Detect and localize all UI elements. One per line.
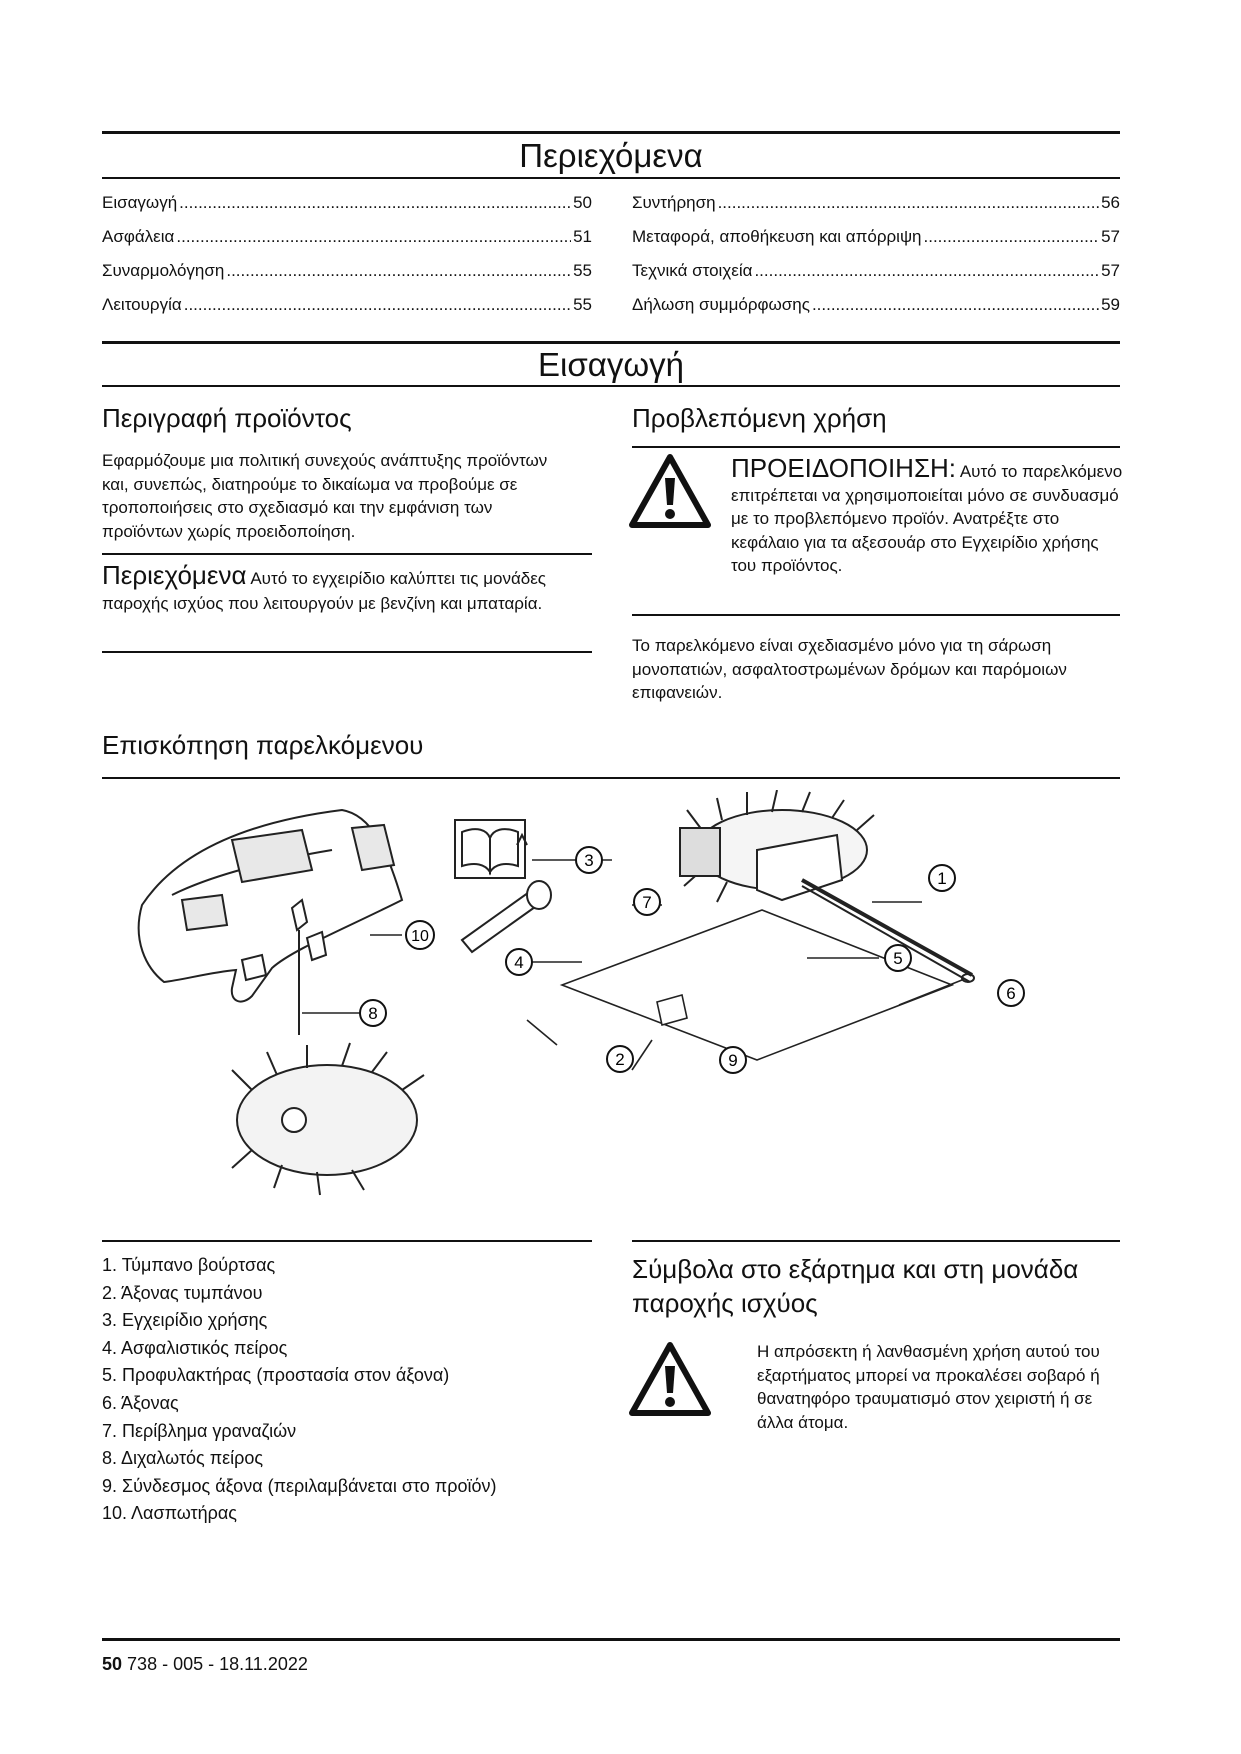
callout-1 bbox=[929, 865, 955, 891]
callout-7 bbox=[634, 889, 660, 915]
toc-entry[interactable]: Εισαγωγή ..... 50 bbox=[102, 193, 592, 213]
symbols-heading: Σύμβολα στο εξάρτημα και στη μονάδα παροχής ισχύος bbox=[632, 1254, 1079, 1318]
legend-item: 9. Σύνδεσμος άξονα (περιλαμβάνεται στο προϊόν) bbox=[102, 1475, 497, 1496]
toc-title: Περιεχόμενα bbox=[519, 137, 703, 174]
callout-5 bbox=[885, 945, 911, 971]
product-description-text: Εφαρμόζουμε μια πολιτική συνεχούς ανάπτυξης προϊόντων και, συνεπώς, διατηρούμε το δικαίωμα να προβούμε σε τροποποιήσεις στο σχεδιασμό και την εμφάνιση των προϊόντων χωρίς προειδοποίηση. bbox=[102, 451, 548, 541]
intro-top-rule bbox=[102, 341, 1120, 344]
callout-3 bbox=[576, 847, 602, 873]
legend-item: 2. Άξονας τυμπάνου bbox=[102, 1282, 263, 1303]
contents-note-text: Αυτό το εγχειρίδιο καλύπτει τις μονάδες παροχής ισχύος που λειτουργούν με βενζίνη και μπαταρία. bbox=[102, 569, 547, 613]
intro-title: Εισαγωγή bbox=[538, 346, 684, 383]
callout-2 bbox=[607, 1046, 633, 1072]
callout-8 bbox=[360, 1000, 386, 1026]
toc-entry[interactable]: Λειτουργία ..... 55 bbox=[102, 295, 592, 315]
legend-item: 10. Λασπωτήρας bbox=[102, 1503, 237, 1524]
mudguard-drawing bbox=[139, 810, 402, 1002]
toc-entry[interactable]: Συντήρηση ..... 56 bbox=[632, 193, 1120, 213]
svg-text:9: 9 bbox=[728, 1051, 738, 1070]
warning-text: Αυτό το παρελκόμενο επιτρέπεται να χρησιμοποιείται μόνο σε συνδυασμό με το προβλεπόμενο προϊόν. Ανατρέξτε στο κεφάλαιο για τα αξεσουάρ στο Εγχειρίδιο χρήσης του προϊόντος. bbox=[731, 462, 1123, 575]
legend-item: 8. Διχαλωτός πείρος bbox=[102, 1448, 264, 1469]
legend-item: 6. Άξονας bbox=[102, 1392, 179, 1413]
contents-note bbox=[102, 560, 594, 616]
intended-use-heading: Προβλεπόμενη χρήση bbox=[632, 403, 887, 433]
svg-text:5: 5 bbox=[893, 949, 903, 968]
svg-text:2: 2 bbox=[615, 1050, 625, 1069]
intended-use-text: Το παρελκόμενο είναι σχεδιασμένο μόνο για τη σάρωση μονοπατιών, ασφαλτοστρωμένων δρόμων και παρόμοιων επιφανειών. bbox=[632, 636, 1067, 702]
legend-item: 4. Ασφαλιστικός πείρος bbox=[102, 1337, 288, 1358]
symbols-warning-text: Η απρόσεκτη ή λανθασμένη χρήση αυτού του εξαρτήματος μπορεί να προκαλέσει σοβαρό ή θανατηφόρο τραυματισμό στον χειριστή ή σε άλλα άτομα. bbox=[757, 1342, 1100, 1432]
divider bbox=[632, 614, 1120, 616]
svg-text:4: 4 bbox=[514, 953, 524, 972]
legend-item: 7. Περίβλημα γραναζιών bbox=[102, 1420, 297, 1441]
toc-entry[interactable]: Τεχνικά στοιχεία ..... 57 bbox=[632, 261, 1120, 281]
warning-triangle-icon bbox=[628, 452, 712, 530]
divider bbox=[102, 651, 592, 653]
intro-title-rule bbox=[102, 385, 1120, 387]
toc-entry[interactable]: Μεταφορά, αποθήκευση και απόρριψη ..... 57 bbox=[632, 227, 1120, 247]
toc-entry[interactable]: Ασφάλεια ..... 51 bbox=[102, 227, 592, 247]
warning-title: ΠΡΟΕΙΔΟΠΟΙΗΣΗ: bbox=[731, 453, 957, 483]
parts-overview-illustration bbox=[102, 790, 1120, 1230]
divider bbox=[632, 1240, 1120, 1242]
legend-item: 1. Τύμπανο βούρτσας bbox=[102, 1255, 276, 1275]
product-description-heading: Περιγραφή προϊόντος bbox=[102, 403, 352, 433]
contents-note-heading: Περιεχόμενα bbox=[102, 560, 247, 590]
callout-leaders bbox=[302, 860, 962, 1070]
svg-text:1: 1 bbox=[937, 869, 947, 888]
divider bbox=[102, 1240, 592, 1242]
svg-text:7: 7 bbox=[642, 893, 652, 912]
footer-rule bbox=[102, 1638, 1120, 1641]
callout-6 bbox=[998, 980, 1024, 1006]
footer bbox=[102, 1654, 308, 1675]
manual-book-drawing bbox=[455, 820, 525, 878]
brush-drum-drawing bbox=[680, 790, 972, 975]
svg-text:10: 10 bbox=[411, 928, 429, 945]
callout-9 bbox=[720, 1047, 746, 1073]
divider bbox=[102, 553, 592, 555]
svg-text:3: 3 bbox=[584, 851, 594, 870]
parts-legend bbox=[102, 1252, 496, 1528]
divider bbox=[632, 446, 1120, 448]
warning-box bbox=[731, 453, 1123, 578]
toc-entry[interactable]: Δήλωση συμμόρφωσης ..... 59 bbox=[632, 295, 1120, 315]
warning-triangle-icon bbox=[628, 1340, 712, 1418]
callout-4 bbox=[506, 949, 532, 975]
legend-item: 5. Προφυλακτήρας (προστασία στον άξονα) bbox=[102, 1365, 450, 1386]
legend-item: 3. Εγχειρίδιο χρήσης bbox=[102, 1310, 268, 1331]
overview-heading: Επισκόπηση παρελκόμενου bbox=[102, 730, 424, 760]
svg-text:8: 8 bbox=[368, 1004, 378, 1023]
toc-top-rule bbox=[102, 131, 1120, 134]
toc-title-rule bbox=[102, 177, 1120, 179]
svg-text:6: 6 bbox=[1006, 984, 1016, 1003]
divider bbox=[102, 777, 1120, 779]
toc-entry[interactable]: Συναρμολόγηση ..... 55 bbox=[102, 261, 592, 281]
callout-10 bbox=[406, 921, 434, 949]
doc-code: 738 - 005 - 18.11.2022 bbox=[127, 1654, 308, 1674]
page-number: 50 bbox=[102, 1654, 123, 1674]
